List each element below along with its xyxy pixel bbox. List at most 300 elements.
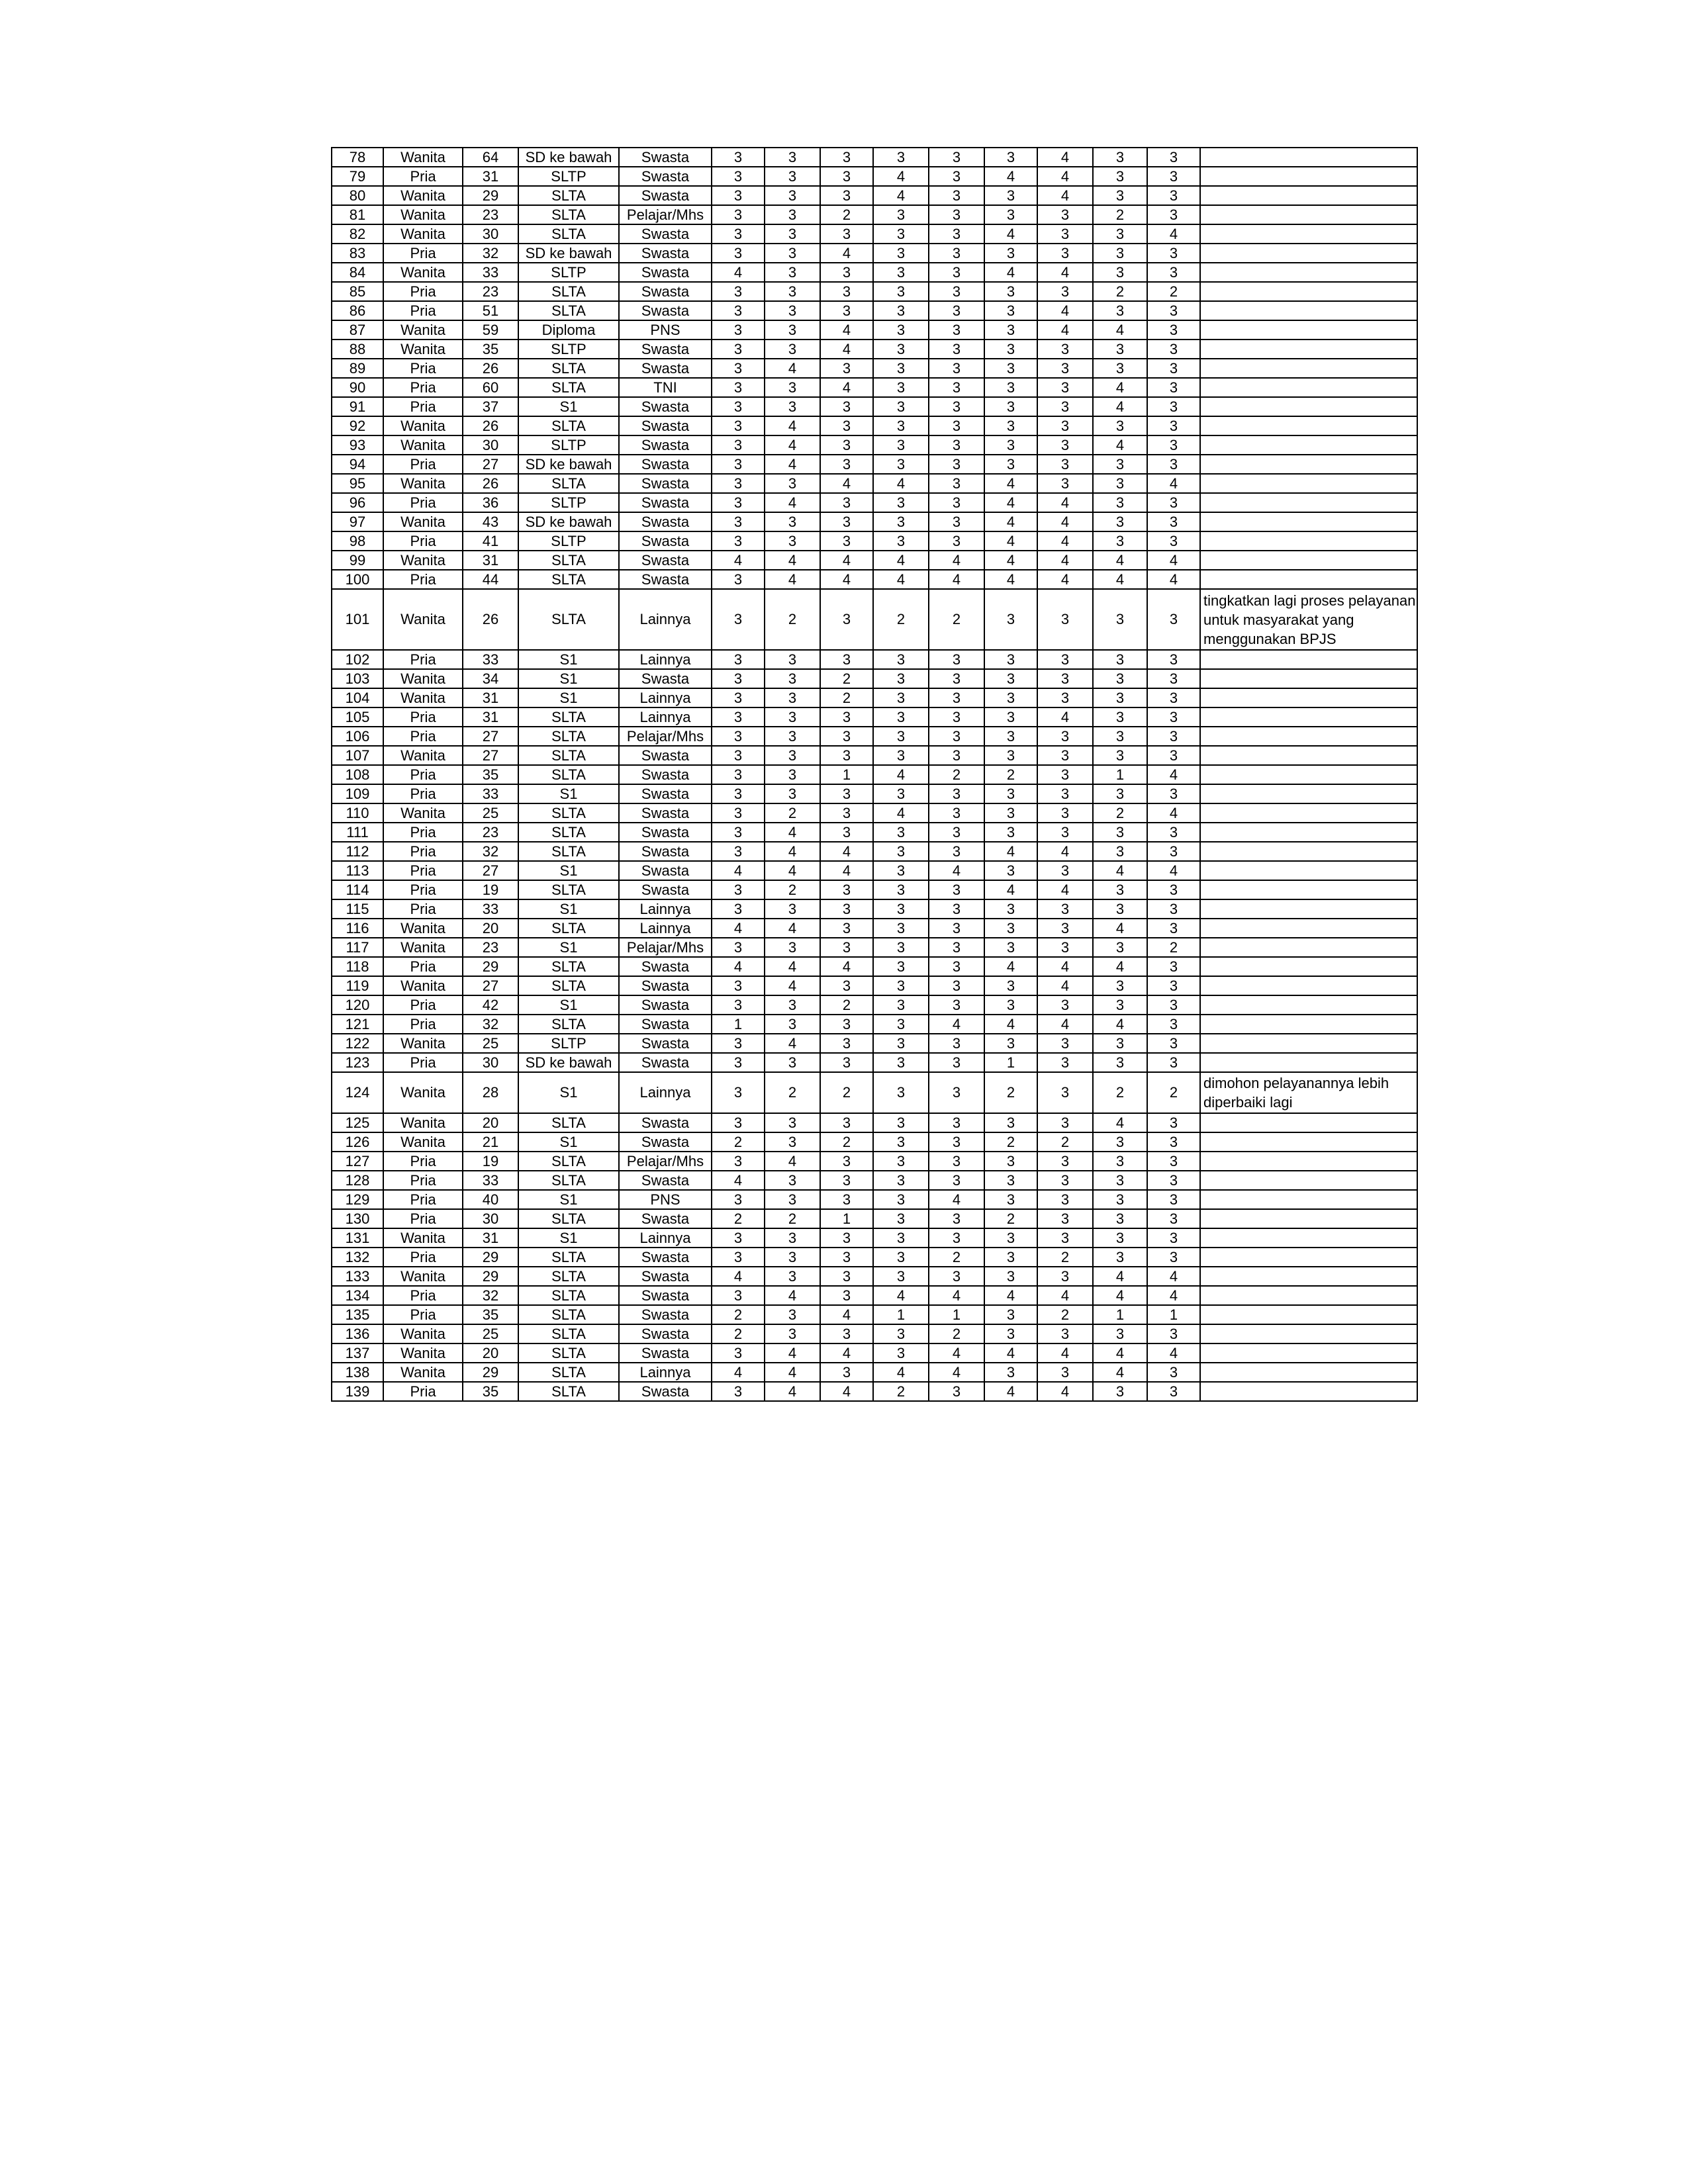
- cell-q4: 3: [873, 842, 929, 861]
- cell-q2: 3: [765, 1015, 820, 1034]
- cell-q5: 3: [929, 688, 984, 707]
- cell-q8: 3: [1093, 186, 1147, 205]
- cell-q3: 3: [820, 1190, 873, 1209]
- cell-q8: 2: [1093, 803, 1147, 823]
- cell-q3: 4: [820, 474, 873, 493]
- cell-age: 25: [463, 1324, 518, 1343]
- cell-education: S1: [518, 650, 619, 669]
- cell-q4: 3: [873, 397, 929, 416]
- cell-q2: 4: [765, 842, 820, 861]
- cell-q1: 3: [712, 1228, 765, 1248]
- cell-no: 106: [332, 727, 383, 746]
- cell-q9: 4: [1147, 474, 1200, 493]
- cell-comment: [1200, 1324, 1417, 1343]
- cell-q4: 3: [873, 861, 929, 880]
- cell-gender: Pria: [383, 1053, 463, 1072]
- cell-gender: Pria: [383, 861, 463, 880]
- cell-q5: 3: [929, 784, 984, 803]
- cell-q2: 2: [765, 880, 820, 899]
- table-row: [332, 1072, 1417, 1113]
- cell-q8: 4: [1093, 1286, 1147, 1305]
- cell-q4: 3: [873, 784, 929, 803]
- cell-q3: 3: [820, 589, 873, 650]
- cell-age: 26: [463, 359, 518, 378]
- cell-q5: 3: [929, 1209, 984, 1228]
- cell-no: 101: [332, 589, 383, 650]
- cell-q3: 4: [820, 957, 873, 976]
- cell-q3: 4: [820, 1305, 873, 1324]
- cell-q5: 2: [929, 589, 984, 650]
- cell-no: 82: [332, 224, 383, 244]
- cell-q4: 3: [873, 1132, 929, 1152]
- cell-q9: 3: [1147, 378, 1200, 397]
- cell-q5: 3: [929, 416, 984, 435]
- cell-occupation: Swasta: [619, 435, 712, 455]
- cell-q5: 4: [929, 861, 984, 880]
- cell-occupation: Swasta: [619, 167, 712, 186]
- cell-q7: 3: [1037, 1363, 1093, 1382]
- cell-q8: 3: [1093, 512, 1147, 531]
- cell-q7: 3: [1037, 416, 1093, 435]
- table-row: [332, 570, 1417, 589]
- cell-q6: 3: [984, 1228, 1037, 1248]
- cell-education: SLTA: [518, 359, 619, 378]
- cell-q4: 3: [873, 880, 929, 899]
- cell-q6: 3: [984, 378, 1037, 397]
- cell-q6: 4: [984, 1343, 1037, 1363]
- cell-q5: 3: [929, 899, 984, 919]
- table-row: [332, 186, 1417, 205]
- cell-comment: [1200, 957, 1417, 976]
- cell-q7: 4: [1037, 707, 1093, 727]
- cell-q1: 3: [712, 880, 765, 899]
- cell-q5: 3: [929, 531, 984, 551]
- cell-q3: 3: [820, 938, 873, 957]
- cell-q8: 4: [1093, 1015, 1147, 1034]
- cell-q7: 3: [1037, 995, 1093, 1015]
- cell-no: 124: [332, 1072, 383, 1113]
- cell-no: 113: [332, 861, 383, 880]
- cell-q5: 3: [929, 301, 984, 320]
- cell-comment: [1200, 842, 1417, 861]
- cell-comment: [1200, 301, 1417, 320]
- cell-q4: 3: [873, 512, 929, 531]
- cell-gender: Pria: [383, 1248, 463, 1267]
- cell-q3: 2: [820, 688, 873, 707]
- cell-no: 78: [332, 148, 383, 167]
- cell-q1: 3: [712, 707, 765, 727]
- cell-q6: 4: [984, 493, 1037, 512]
- cell-occupation: PNS: [619, 1190, 712, 1209]
- cell-education: S1: [518, 861, 619, 880]
- cell-gender: Wanita: [383, 938, 463, 957]
- cell-age: 32: [463, 1015, 518, 1034]
- cell-q9: 4: [1147, 570, 1200, 589]
- cell-comment: [1200, 1248, 1417, 1267]
- cell-q7: 3: [1037, 378, 1093, 397]
- cell-q9: 3: [1147, 842, 1200, 861]
- cell-q6: 3: [984, 899, 1037, 919]
- cell-education: SLTA: [518, 416, 619, 435]
- cell-occupation: Lainnya: [619, 1363, 712, 1382]
- cell-no: 108: [332, 765, 383, 784]
- cell-q4: 3: [873, 919, 929, 938]
- cell-q8: 3: [1093, 224, 1147, 244]
- cell-q8: 1: [1093, 1305, 1147, 1324]
- cell-q3: 3: [820, 416, 873, 435]
- cell-q9: 3: [1147, 1113, 1200, 1132]
- cell-gender: Wanita: [383, 1267, 463, 1286]
- cell-q2: 3: [765, 263, 820, 282]
- cell-comment: [1200, 416, 1417, 435]
- cell-occupation: Pelajar/Mhs: [619, 205, 712, 224]
- cell-occupation: Swasta: [619, 512, 712, 531]
- cell-q2: 3: [765, 938, 820, 957]
- cell-q1: 3: [712, 1190, 765, 1209]
- cell-q2: 3: [765, 688, 820, 707]
- cell-q5: 3: [929, 919, 984, 938]
- cell-gender: Pria: [383, 765, 463, 784]
- cell-q6: 2: [984, 1209, 1037, 1228]
- table-row: [332, 474, 1417, 493]
- cell-q1: 3: [712, 1382, 765, 1401]
- cell-q5: 4: [929, 551, 984, 570]
- cell-q9: 3: [1147, 1209, 1200, 1228]
- cell-q7: 3: [1037, 688, 1093, 707]
- cell-comment: [1200, 244, 1417, 263]
- cell-q9: 3: [1147, 784, 1200, 803]
- cell-no: 104: [332, 688, 383, 707]
- cell-age: 26: [463, 474, 518, 493]
- cell-education: S1: [518, 938, 619, 957]
- cell-comment: [1200, 938, 1417, 957]
- cell-q2: 2: [765, 1209, 820, 1228]
- cell-q4: 3: [873, 688, 929, 707]
- cell-q3: 4: [820, 244, 873, 263]
- cell-no: 102: [332, 650, 383, 669]
- cell-age: 42: [463, 995, 518, 1015]
- cell-gender: Pria: [383, 1286, 463, 1305]
- cell-q6: 3: [984, 823, 1037, 842]
- cell-q4: 3: [873, 359, 929, 378]
- cell-comment: [1200, 765, 1417, 784]
- table-row: [332, 1363, 1417, 1382]
- cell-comment: [1200, 378, 1417, 397]
- cell-q5: 3: [929, 493, 984, 512]
- cell-q7: 4: [1037, 1286, 1093, 1305]
- cell-q4: 3: [873, 1072, 929, 1113]
- cell-q8: 3: [1093, 899, 1147, 919]
- cell-q3: 3: [820, 1113, 873, 1132]
- cell-q8: 3: [1093, 1171, 1147, 1190]
- cell-education: SLTA: [518, 570, 619, 589]
- cell-q5: 3: [929, 320, 984, 340]
- cell-comment: [1200, 1113, 1417, 1132]
- cell-q3: 3: [820, 784, 873, 803]
- cell-no: 96: [332, 493, 383, 512]
- cell-q1: 3: [712, 976, 765, 995]
- cell-q8: 4: [1093, 570, 1147, 589]
- cell-occupation: Swasta: [619, 416, 712, 435]
- cell-age: 59: [463, 320, 518, 340]
- cell-q3: 4: [820, 842, 873, 861]
- cell-q1: 3: [712, 669, 765, 688]
- cell-no: 132: [332, 1248, 383, 1267]
- cell-comment: [1200, 688, 1417, 707]
- cell-education: SLTA: [518, 224, 619, 244]
- cell-q2: 3: [765, 1053, 820, 1072]
- cell-q1: 2: [712, 1132, 765, 1152]
- cell-q5: 3: [929, 1267, 984, 1286]
- cell-occupation: Swasta: [619, 1324, 712, 1343]
- cell-age: 28: [463, 1072, 518, 1113]
- cell-q2: 4: [765, 1382, 820, 1401]
- cell-occupation: Swasta: [619, 397, 712, 416]
- cell-q3: 3: [820, 727, 873, 746]
- cell-q4: 3: [873, 669, 929, 688]
- cell-q7: 4: [1037, 880, 1093, 899]
- cell-education: SLTP: [518, 493, 619, 512]
- cell-q1: 3: [712, 474, 765, 493]
- cell-q4: 3: [873, 244, 929, 263]
- cell-q2: 4: [765, 861, 820, 880]
- table-row: [332, 976, 1417, 995]
- cell-q2: 3: [765, 512, 820, 531]
- cell-gender: Wanita: [383, 224, 463, 244]
- cell-education: SLTP: [518, 435, 619, 455]
- cell-q1: 3: [712, 1152, 765, 1171]
- cell-q7: 3: [1037, 1324, 1093, 1343]
- cell-q9: 3: [1147, 1034, 1200, 1053]
- cell-no: 93: [332, 435, 383, 455]
- cell-gender: Wanita: [383, 340, 463, 359]
- cell-q7: 4: [1037, 976, 1093, 995]
- cell-occupation: Swasta: [619, 976, 712, 995]
- cell-age: 25: [463, 1034, 518, 1053]
- cell-q9: 2: [1147, 1072, 1200, 1113]
- cell-q2: 4: [765, 551, 820, 570]
- cell-q3: 1: [820, 1209, 873, 1228]
- cell-q3: 3: [820, 397, 873, 416]
- cell-q7: 4: [1037, 263, 1093, 282]
- cell-education: SLTA: [518, 976, 619, 995]
- cell-q2: 3: [765, 244, 820, 263]
- cell-gender: Pria: [383, 957, 463, 976]
- cell-q7: 3: [1037, 224, 1093, 244]
- cell-q9: 3: [1147, 531, 1200, 551]
- cell-q6: 3: [984, 1363, 1037, 1382]
- cell-q3: 1: [820, 765, 873, 784]
- cell-q1: 3: [712, 205, 765, 224]
- cell-q8: 4: [1093, 1343, 1147, 1363]
- cell-education: SLTA: [518, 1382, 619, 1401]
- cell-q8: 4: [1093, 435, 1147, 455]
- cell-q8: 3: [1093, 727, 1147, 746]
- cell-comment: [1200, 861, 1417, 880]
- cell-comment: [1200, 784, 1417, 803]
- cell-q4: 3: [873, 1171, 929, 1190]
- cell-q1: 3: [712, 1034, 765, 1053]
- cell-q3: 3: [820, 1286, 873, 1305]
- cell-q4: 3: [873, 224, 929, 244]
- cell-education: SLTA: [518, 1286, 619, 1305]
- cell-occupation: Lainnya: [619, 919, 712, 938]
- cell-q4: 4: [873, 186, 929, 205]
- cell-q9: 3: [1147, 919, 1200, 938]
- cell-occupation: Swasta: [619, 493, 712, 512]
- cell-q2: 4: [765, 416, 820, 435]
- cell-q3: 3: [820, 1324, 873, 1343]
- cell-q3: 4: [820, 378, 873, 397]
- cell-age: 23: [463, 282, 518, 301]
- cell-age: 27: [463, 455, 518, 474]
- cell-age: 21: [463, 1132, 518, 1152]
- cell-occupation: PNS: [619, 320, 712, 340]
- cell-gender: Pria: [383, 244, 463, 263]
- cell-gender: Pria: [383, 282, 463, 301]
- cell-q2: 3: [765, 378, 820, 397]
- cell-q7: 3: [1037, 765, 1093, 784]
- cell-gender: Wanita: [383, 1034, 463, 1053]
- table-row: [332, 224, 1417, 244]
- cell-q6: 4: [984, 224, 1037, 244]
- cell-q2: 3: [765, 531, 820, 551]
- cell-occupation: Swasta: [619, 244, 712, 263]
- cell-age: 64: [463, 148, 518, 167]
- cell-q1: 3: [712, 570, 765, 589]
- cell-q5: 3: [929, 803, 984, 823]
- cell-q5: 3: [929, 224, 984, 244]
- cell-q1: 3: [712, 435, 765, 455]
- cell-q8: 4: [1093, 378, 1147, 397]
- cell-education: SLTP: [518, 167, 619, 186]
- cell-gender: Pria: [383, 1015, 463, 1034]
- cell-q5: 3: [929, 976, 984, 995]
- cell-q5: 3: [929, 340, 984, 359]
- cell-q4: 3: [873, 746, 929, 765]
- cell-education: S1: [518, 397, 619, 416]
- cell-q7: 3: [1037, 784, 1093, 803]
- cell-age: 27: [463, 861, 518, 880]
- cell-q9: 3: [1147, 320, 1200, 340]
- cell-comment: [1200, 455, 1417, 474]
- cell-education: SLTA: [518, 205, 619, 224]
- cell-q1: 3: [712, 148, 765, 167]
- cell-q9: 3: [1147, 1324, 1200, 1343]
- cell-no: 121: [332, 1015, 383, 1034]
- cell-q8: 4: [1093, 397, 1147, 416]
- cell-q7: 4: [1037, 186, 1093, 205]
- cell-age: 32: [463, 1286, 518, 1305]
- cell-education: SLTA: [518, 1113, 619, 1132]
- cell-q6: 3: [984, 746, 1037, 765]
- cell-q9: 4: [1147, 224, 1200, 244]
- cell-no: 85: [332, 282, 383, 301]
- table-row: [332, 1286, 1417, 1305]
- cell-q6: 3: [984, 416, 1037, 435]
- cell-education: SLTA: [518, 1324, 619, 1343]
- cell-q9: 4: [1147, 803, 1200, 823]
- cell-age: 33: [463, 899, 518, 919]
- cell-gender: Wanita: [383, 803, 463, 823]
- cell-gender: Wanita: [383, 186, 463, 205]
- cell-q7: 4: [1037, 301, 1093, 320]
- cell-q8: 3: [1093, 880, 1147, 899]
- cell-occupation: Lainnya: [619, 688, 712, 707]
- cell-occupation: Swasta: [619, 474, 712, 493]
- cell-q1: 3: [712, 416, 765, 435]
- cell-q9: 3: [1147, 301, 1200, 320]
- table-row: [332, 746, 1417, 765]
- cell-gender: Wanita: [383, 976, 463, 995]
- cell-q9: 3: [1147, 957, 1200, 976]
- cell-q3: 3: [820, 1248, 873, 1267]
- cell-age: 26: [463, 589, 518, 650]
- cell-q7: 3: [1037, 1209, 1093, 1228]
- cell-q6: 3: [984, 919, 1037, 938]
- cell-q3: 3: [820, 803, 873, 823]
- cell-age: 29: [463, 1363, 518, 1382]
- cell-q1: 2: [712, 1305, 765, 1324]
- cell-comment: [1200, 727, 1417, 746]
- cell-education: S1: [518, 899, 619, 919]
- cell-q9: 4: [1147, 861, 1200, 880]
- cell-q4: 3: [873, 1015, 929, 1034]
- cell-q8: 3: [1093, 1209, 1147, 1228]
- cell-comment: [1200, 570, 1417, 589]
- cell-education: SLTP: [518, 1034, 619, 1053]
- cell-q4: 3: [873, 1190, 929, 1209]
- cell-q8: 3: [1093, 995, 1147, 1015]
- cell-gender: Pria: [383, 570, 463, 589]
- cell-gender: Wanita: [383, 320, 463, 340]
- cell-comment: [1200, 1228, 1417, 1248]
- cell-q2: 3: [765, 746, 820, 765]
- cell-no: 95: [332, 474, 383, 493]
- table-row: [332, 707, 1417, 727]
- cell-q4: 2: [873, 1382, 929, 1401]
- cell-occupation: Swasta: [619, 669, 712, 688]
- cell-q8: 3: [1093, 1132, 1147, 1152]
- cell-q7: 3: [1037, 650, 1093, 669]
- cell-occupation: Pelajar/Mhs: [619, 1152, 712, 1171]
- cell-no: 89: [332, 359, 383, 378]
- cell-q2: 4: [765, 823, 820, 842]
- cell-comment: [1200, 263, 1417, 282]
- cell-q1: 3: [712, 899, 765, 919]
- cell-comment: [1200, 205, 1417, 224]
- cell-no: 112: [332, 842, 383, 861]
- cell-gender: Wanita: [383, 474, 463, 493]
- cell-education: S1: [518, 995, 619, 1015]
- cell-q4: 3: [873, 1209, 929, 1228]
- cell-q6: 3: [984, 435, 1037, 455]
- cell-q9: 3: [1147, 1015, 1200, 1034]
- cell-q9: 3: [1147, 899, 1200, 919]
- cell-no: 133: [332, 1267, 383, 1286]
- cell-q2: 3: [765, 167, 820, 186]
- cell-q7: 3: [1037, 474, 1093, 493]
- cell-q7: 3: [1037, 1053, 1093, 1072]
- cell-q4: 3: [873, 1343, 929, 1363]
- cell-q4: 3: [873, 531, 929, 551]
- cell-comment: [1200, 1363, 1417, 1382]
- cell-comment: [1200, 186, 1417, 205]
- cell-q8: 3: [1093, 707, 1147, 727]
- cell-q5: 4: [929, 1363, 984, 1382]
- cell-no: 105: [332, 707, 383, 727]
- cell-q1: 4: [712, 1363, 765, 1382]
